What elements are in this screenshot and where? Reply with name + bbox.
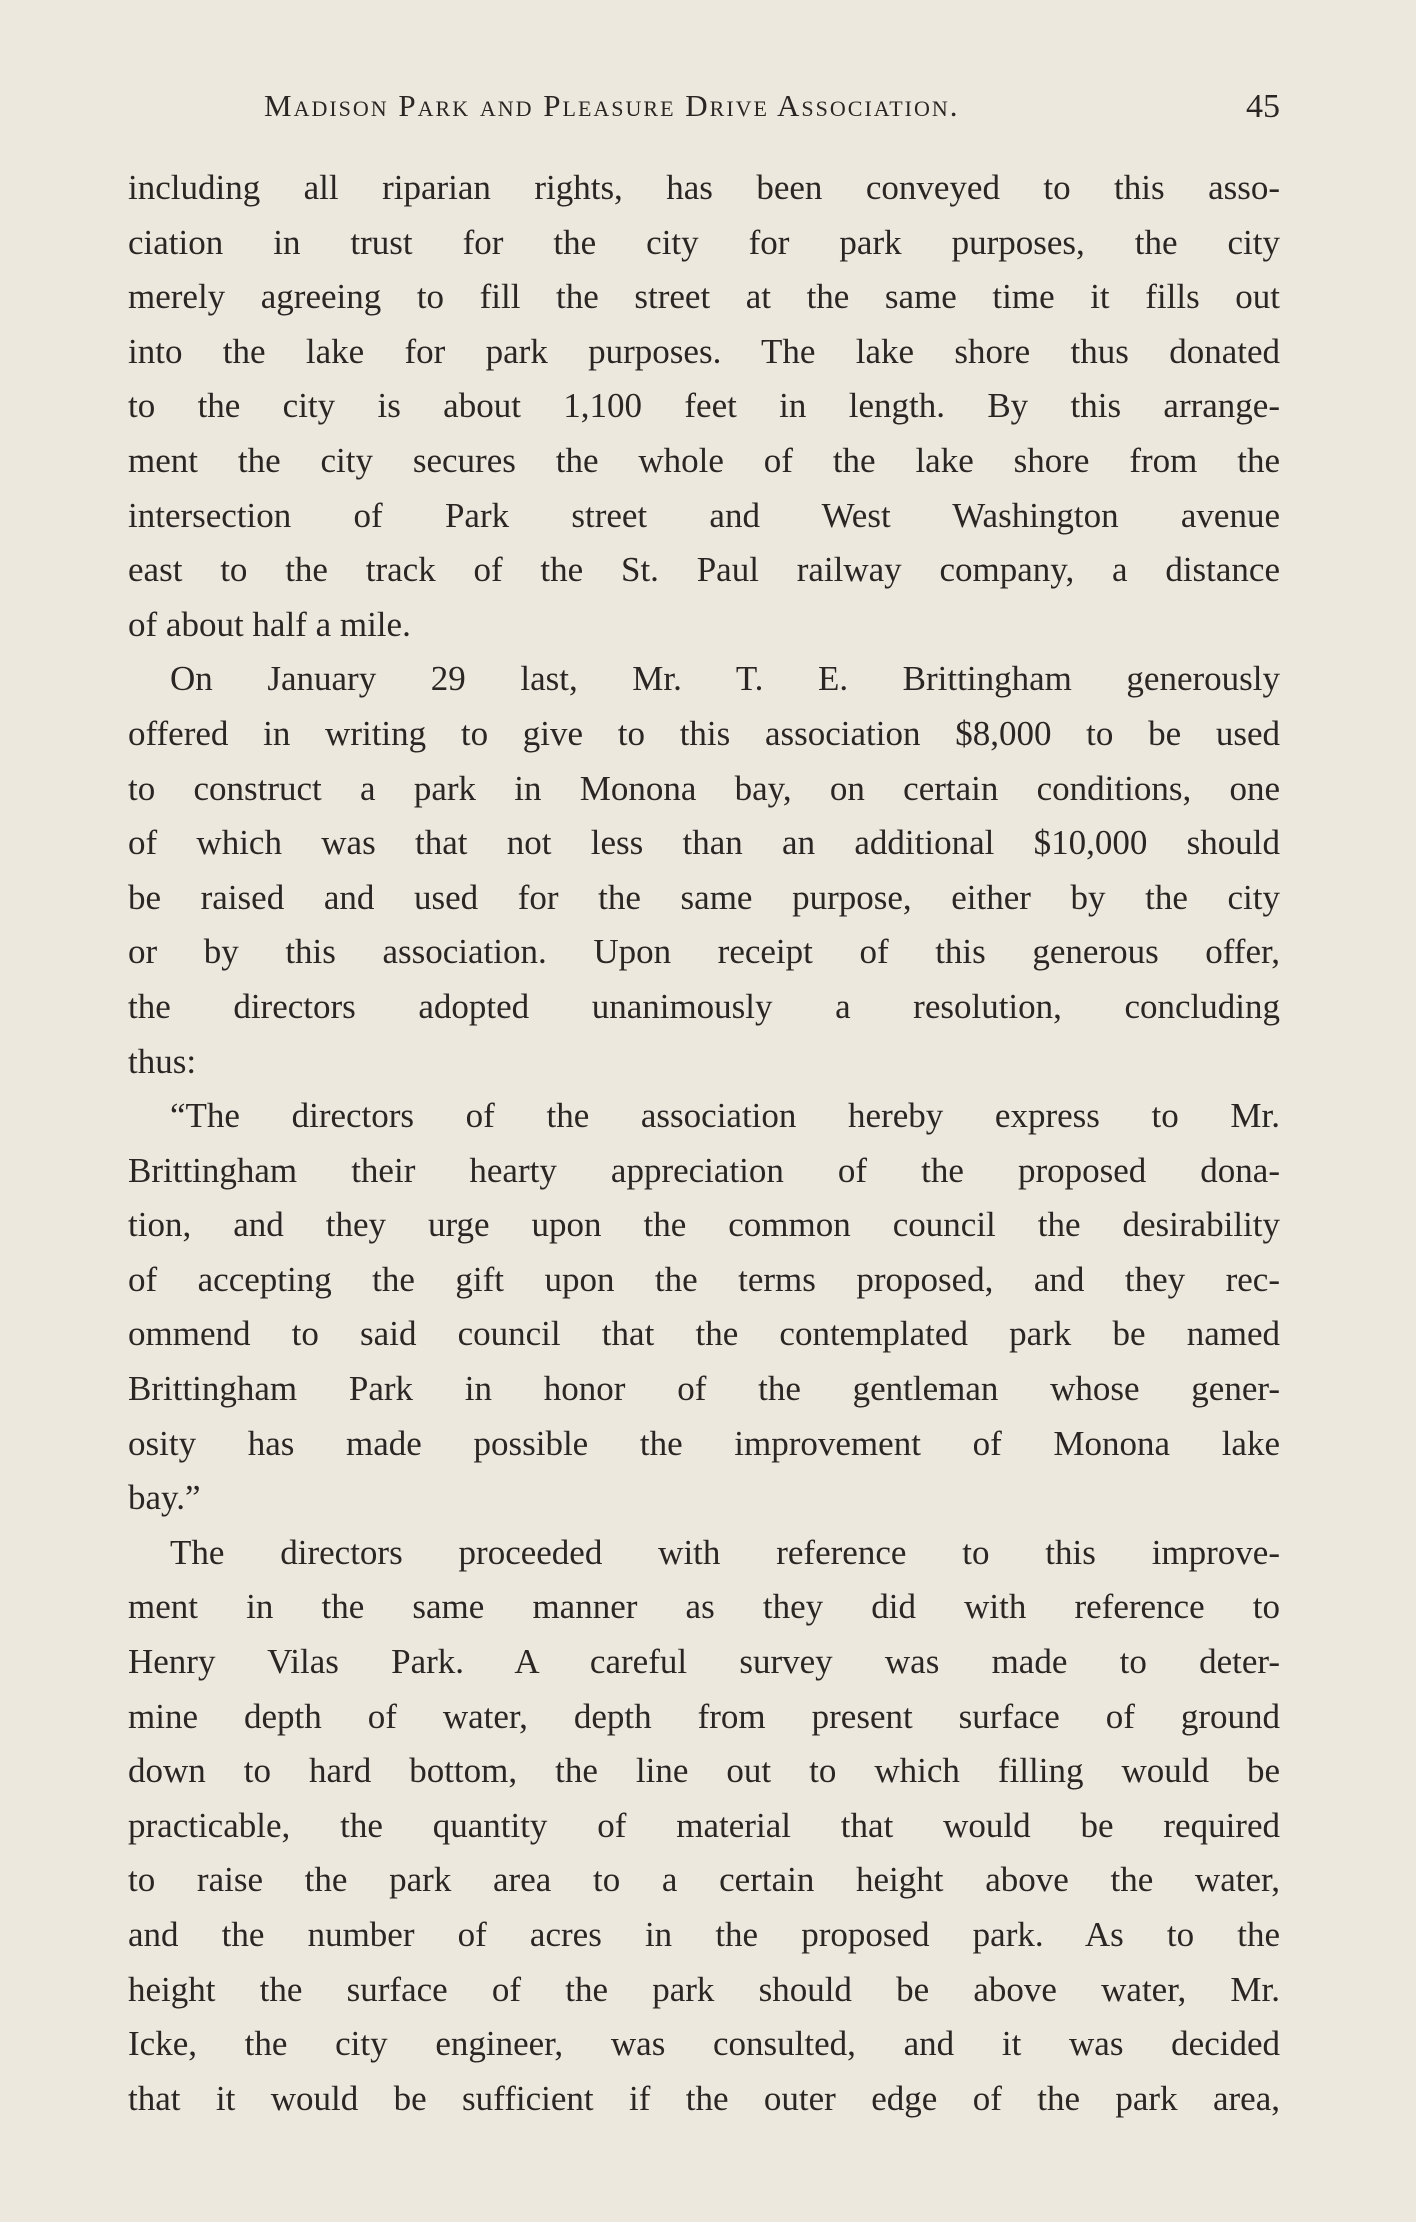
text-line: ment the city secures the whole of the lake shore from the bbox=[128, 440, 1280, 480]
text-line: Henry Vilas Park. A careful survey was made to deter- bbox=[128, 1642, 1280, 1682]
running-header bbox=[128, 88, 1280, 138]
text-line: to construct a park in Monona bay, on certain conditions, one bbox=[128, 768, 1280, 808]
body-text bbox=[128, 161, 1280, 2126]
text-line: to raise the park area to a certain height above the water, bbox=[128, 1860, 1280, 1900]
text-line: or by this association. Upon receipt of this generous offer, bbox=[128, 932, 1280, 972]
text-line: and the number of acres in the proposed park. As to the bbox=[128, 1915, 1280, 1954]
text-line: merely agreeing to fill the street at the same time it fills out bbox=[128, 277, 1280, 317]
quote-line: Brittingham Park in honor of the gentleman whose gener- bbox=[128, 1369, 1280, 1409]
text-line: thus: bbox=[128, 1041, 197, 1081]
text-line: down to hard bottom, the line out to which filling would be bbox=[128, 1751, 1280, 1791]
quote-line: tion, and they urge upon the common council the desirability bbox=[128, 1205, 1280, 1245]
text-line: offered in writing to give to this association $8,000 to be used bbox=[128, 713, 1280, 753]
text-line: the directors adopted unanimously a resolution, concluding bbox=[128, 986, 1280, 1026]
quote-line: of accepting the gift upon the terms proposed, and they rec- bbox=[128, 1259, 1280, 1299]
quote-line: osity has made possible the improvement of Monona lake bbox=[128, 1423, 1280, 1463]
text-line: ment in the same manner as they did with reference to bbox=[128, 1587, 1280, 1627]
text-line: into the lake for park purposes. The lake shore thus donated bbox=[128, 331, 1280, 371]
quote-line: “The directors of the association hereby express to Mr. bbox=[170, 1096, 1280, 1136]
text-line: that it would be sufficient if the outer edge of the park area, bbox=[128, 2078, 1280, 2118]
text-line: Icke, the city engineer, was consulted, and it was decided bbox=[128, 2024, 1280, 2064]
quote-line: Brittingham their hearty appreciation of the proposed dona- bbox=[128, 1150, 1280, 1190]
text-line: ciation in trust for the city for park purposes, the city bbox=[128, 222, 1280, 262]
page-number: 45 bbox=[1246, 88, 1280, 125]
text-line: east to the track of the St. Paul railway company, a distance bbox=[128, 550, 1280, 590]
text-line: On January 29 last, Mr. T. E. Brittingham generously bbox=[170, 659, 1280, 699]
text-line: The directors proceeded with reference to this improve- bbox=[170, 1532, 1280, 1572]
text-line: to the city is about 1,100 feet in length. By this arrange- bbox=[128, 386, 1280, 426]
text-line: of which was that not less than an additional $10,000 should bbox=[128, 823, 1280, 863]
text-line: intersection of Park street and West Washington avenue bbox=[128, 495, 1280, 535]
text-line: mine depth of water, depth from present surface of ground bbox=[128, 1696, 1280, 1736]
quote-line: bay.” bbox=[128, 1478, 201, 1518]
quote-line: ommend to said council that the contemplated park be named bbox=[128, 1314, 1280, 1354]
text-line: practicable, the quantity of material that would be required bbox=[128, 1805, 1280, 1845]
text-line: height the surface of the park should be above water, Mr. bbox=[128, 1969, 1280, 2009]
text-line: be raised and used for the same purpose, either by the city bbox=[128, 877, 1280, 917]
text-line: of about half a mile. bbox=[128, 604, 411, 644]
text-line: including all riparian rights, has been conveyed to this asso- bbox=[128, 168, 1280, 207]
running-title: Madison Park and Pleasure Drive Association. bbox=[264, 88, 960, 123]
